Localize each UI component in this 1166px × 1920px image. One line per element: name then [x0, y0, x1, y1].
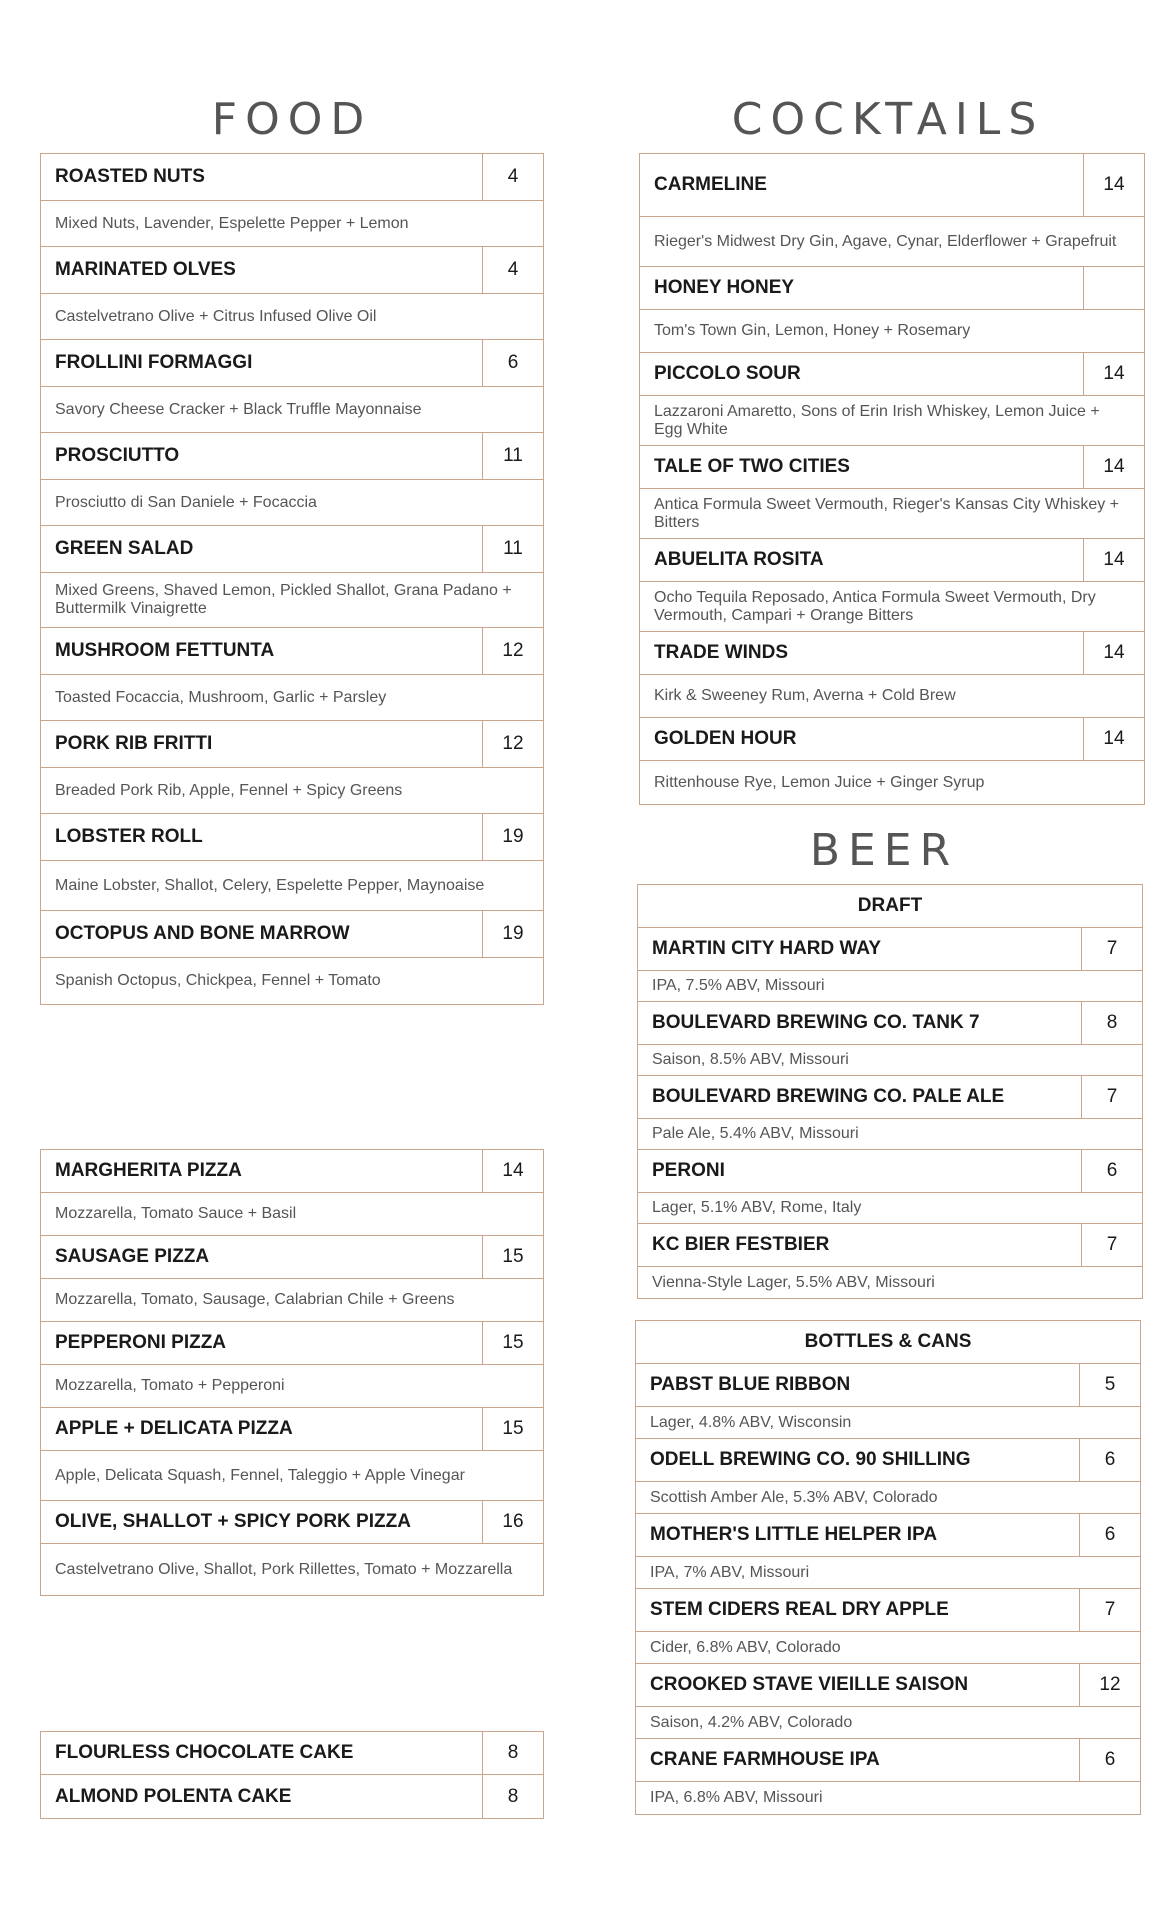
item-description: Scottish Amber Ale, 5.3% ABV, Colorado [636, 1482, 1140, 1514]
menu-item-row [638, 1150, 1142, 1193]
item-name: SAUSAGE PIZZA [55, 1246, 210, 1267]
item-price: 5 [1079, 1364, 1140, 1406]
item-price: 11 [482, 526, 543, 572]
item-name: PERONI [652, 1160, 725, 1181]
item-price: 19 [482, 814, 543, 860]
item-name: ODELL BREWING CO. 90 SHILLING [650, 1449, 971, 1470]
item-price: 14 [1083, 718, 1144, 760]
pizza-table [40, 1149, 544, 1596]
item-description: IPA, 6.8% ABV, Missouri [650, 1789, 823, 1806]
item-price: 14 [1083, 539, 1144, 581]
item-description: IPA, 7% ABV, Missouri [636, 1557, 1140, 1589]
item-description: Spanish Octopus, Chickpea, Fennel + Tomato [55, 972, 381, 989]
menu-item-row [41, 247, 543, 294]
item-price: 7 [1081, 1076, 1142, 1118]
menu-item-row [41, 1236, 543, 1279]
item-name: PROSCIUTTO [55, 445, 180, 466]
menu-item-row [638, 1224, 1142, 1267]
item-name: MARTIN CITY HARD WAY [652, 938, 882, 959]
item-description: Castelvetrano Olive + Citrus Infused Olive Oil [41, 294, 543, 340]
menu-item-row [41, 628, 543, 675]
item-price: 6 [1081, 1150, 1142, 1192]
item-name: PABST BLUE RIBBON [650, 1374, 851, 1395]
item-description: Lazzaroni Amaretto, Sons of Erin Irish Whiskey, Lemon Juice + Egg White [640, 396, 1144, 446]
item-price [1083, 267, 1144, 309]
menu-item-row [638, 928, 1142, 971]
item-price: 14 [1083, 353, 1144, 395]
menu-item-row [41, 721, 543, 768]
menu-item-row [640, 718, 1144, 761]
menu-item-row [41, 1501, 543, 1544]
item-price: 6 [482, 340, 543, 386]
item-name: CRANE FARMHOUSE IPA [650, 1749, 880, 1770]
menu-item-row [41, 1775, 543, 1818]
menu-item-row [41, 1150, 543, 1193]
menu-item-row [640, 353, 1144, 396]
menu-item-row [638, 1002, 1142, 1045]
item-description: Mozzarella, Tomato + Pepperoni [41, 1365, 543, 1408]
item-price: 7 [1081, 1224, 1142, 1266]
item-name: FLOURLESS CHOCOLATE CAKE [55, 1742, 354, 1763]
item-description: Vienna-Style Lager, 5.5% ABV, Missouri [652, 1273, 935, 1291]
draft-subheading: DRAFT [638, 885, 1142, 928]
item-name: ALMOND POLENTA CAKE [55, 1785, 292, 1807]
item-description: Prosciutto di San Daniele + Focaccia [41, 480, 543, 526]
item-name: PICCOLO SOUR [654, 363, 801, 384]
menu-item-row [41, 1322, 543, 1365]
item-name: CARMELINE [654, 174, 767, 195]
item-description: Rittenhouse Rye, Lemon Juice + Ginger Syrup [654, 773, 985, 791]
item-description: Breaded Pork Rib, Apple, Fennel + Spicy Greens [41, 768, 543, 814]
menu-item-row [640, 446, 1144, 489]
small-plates-table [40, 153, 544, 1005]
menu-item-row [41, 911, 543, 958]
item-price: 15 [482, 1322, 543, 1364]
menu-item-row [636, 1514, 1140, 1557]
menu-item-row [636, 1439, 1140, 1482]
food-heading: FOOD [211, 94, 373, 145]
item-description: Pale Ale, 5.4% ABV, Missouri [638, 1119, 1142, 1150]
item-price: 8 [482, 1732, 543, 1774]
item-price: 8 [1081, 1002, 1142, 1044]
item-price: 7 [1079, 1589, 1140, 1631]
menu-item-row [41, 154, 543, 201]
item-name: STEM CIDERS REAL DRY APPLE [650, 1599, 949, 1620]
menu-item-row [640, 154, 1144, 217]
menu-item-row [640, 267, 1144, 310]
beer-heading: BEER [809, 825, 959, 876]
item-description: Antica Formula Sweet Vermouth, Rieger's Kansas City Whiskey + Bitters [640, 489, 1144, 539]
menu-item-row [636, 1364, 1140, 1407]
item-description: Mixed Nuts, Lavender, Espelette Pepper + Lemon [41, 201, 543, 247]
menu-item-row [640, 539, 1144, 582]
item-price: 8 [482, 1775, 543, 1818]
item-name: KC BIER FESTBIER [652, 1234, 830, 1255]
item-name: ROASTED NUTS [55, 166, 205, 187]
item-description: Saison, 8.5% ABV, Missouri [638, 1045, 1142, 1076]
item-description: Mozzarella, Tomato Sauce + Basil [41, 1193, 543, 1236]
item-price: 14 [1083, 154, 1144, 216]
item-description: Saison, 4.2% ABV, Colorado [636, 1707, 1140, 1739]
item-price: 6 [1079, 1514, 1140, 1556]
item-description: Mixed Greens, Shaved Lemon, Pickled Shallot, Grana Padano + Buttermilk Vinaigrette [41, 573, 543, 628]
item-description: Kirk & Sweeney Rum, Averna + Cold Brew [640, 675, 1144, 718]
bottles-cans-subheading: BOTTLES & CANS [636, 1321, 1140, 1364]
item-description: Toasted Focaccia, Mushroom, Garlic + Parsley [41, 675, 543, 721]
menu-item-row [41, 433, 543, 480]
item-name: MARGHERITA PIZZA [55, 1160, 242, 1181]
item-price: 4 [482, 154, 543, 200]
item-name: BOULEVARD BREWING CO. PALE ALE [652, 1086, 1005, 1107]
item-price: 15 [482, 1236, 543, 1278]
bottles-cans-table [635, 1320, 1141, 1815]
menu-item-row [41, 340, 543, 387]
draft-beer-table [637, 884, 1143, 1299]
menu-item-row [640, 632, 1144, 675]
item-price: 14 [1083, 446, 1144, 488]
item-price: 6 [1079, 1439, 1140, 1481]
item-description: Maine Lobster, Shallot, Celery, Espelette Pepper, Maynoaise [41, 861, 543, 911]
item-name: PORK RIB FRITTI [55, 733, 213, 754]
item-name: HONEY HONEY [654, 277, 795, 298]
item-description: Mozzarella, Tomato, Sausage, Calabrian Chile + Greens [41, 1279, 543, 1322]
item-name: MARINATED OLVES [55, 259, 236, 280]
menu-item-row [638, 1076, 1142, 1119]
item-price: 12 [482, 628, 543, 674]
item-price: 7 [1081, 928, 1142, 970]
menu-item-row [636, 1739, 1140, 1782]
menu-item-row [636, 1664, 1140, 1707]
item-name: BOULEVARD BREWING CO. TANK 7 [652, 1012, 980, 1033]
item-name: OCTOPUS AND BONE MARROW [55, 923, 350, 944]
item-name: TALE OF TWO CITIES [654, 456, 850, 477]
item-name: OLIVE, SHALLOT + SPICY PORK PIZZA [55, 1511, 411, 1532]
item-description: Tom's Town Gin, Lemon, Honey + Rosemary [640, 310, 1144, 353]
menu-item-row [41, 1408, 543, 1451]
dessert-table [40, 1731, 544, 1819]
item-name: GREEN SALAD [55, 538, 194, 559]
item-price: 11 [482, 433, 543, 479]
item-description: Savory Cheese Cracker + Black Truffle Mayonnaise [41, 387, 543, 433]
item-name: TRADE WINDS [654, 642, 789, 663]
item-price: 19 [482, 911, 543, 957]
cocktails-heading: COCKTAILS [731, 94, 1045, 145]
item-name: GOLDEN HOUR [654, 728, 797, 749]
item-description: Ocho Tequila Reposado, Antica Formula Sweet Vermouth, Dry Vermouth, Campari + Orange Bitters [640, 582, 1144, 632]
item-price: 14 [1083, 632, 1144, 674]
item-name: MOTHER'S LITTLE HELPER IPA [650, 1524, 938, 1545]
item-price: 12 [482, 721, 543, 767]
item-description: Castelvetrano Olive, Shallot, Pork Rillettes, Tomato + Mozzarella [55, 1560, 513, 1578]
item-name: FROLLINI FORMAGGI [55, 352, 253, 373]
menu-item-row [636, 1589, 1140, 1632]
menu-item-row [41, 1732, 543, 1775]
item-description: Cider, 6.8% ABV, Colorado [636, 1632, 1140, 1664]
item-price: 6 [1079, 1739, 1140, 1781]
item-name: LOBSTER ROLL [55, 826, 203, 847]
item-name: ABUELITA ROSITA [654, 549, 824, 570]
menu-item-row [41, 814, 543, 861]
item-price: 12 [1079, 1664, 1140, 1706]
item-description: Lager, 5.1% ABV, Rome, Italy [638, 1193, 1142, 1224]
item-description: Lager, 4.8% ABV, Wisconsin [636, 1407, 1140, 1439]
item-price: 16 [482, 1501, 543, 1543]
item-price: 14 [482, 1150, 543, 1192]
item-description: Rieger's Midwest Dry Gin, Agave, Cynar, Elderflower + Grapefruit [640, 217, 1144, 267]
item-name: CROOKED STAVE VIEILLE SAISON [650, 1674, 969, 1695]
item-name: APPLE + DELICATA PIZZA [55, 1418, 293, 1439]
menu-item-row [41, 526, 543, 573]
item-description: Apple, Delicata Squash, Fennel, Taleggio + Apple Vinegar [41, 1451, 543, 1501]
item-price: 4 [482, 247, 543, 293]
item-name: MUSHROOM FETTUNTA [55, 640, 275, 661]
item-description: IPA, 7.5% ABV, Missouri [638, 971, 1142, 1002]
cocktails-table [639, 153, 1145, 805]
item-price: 15 [482, 1408, 543, 1450]
item-name: PEPPERONI PIZZA [55, 1332, 227, 1353]
